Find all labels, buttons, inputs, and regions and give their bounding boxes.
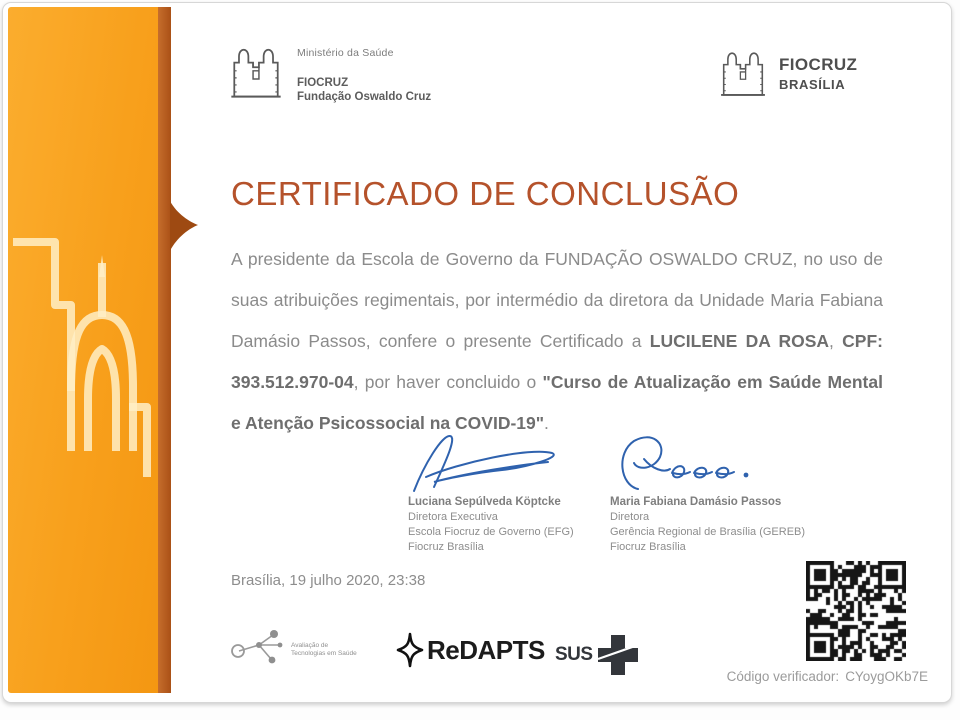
signer-role: Fiocruz Brasília: [610, 541, 686, 553]
course-name: "Curso de Atualização em Saúde Mental e Atenção Psicossocial na COVID-19": [231, 372, 883, 433]
signer-name: Maria Fabiana Damásio Passos: [610, 496, 782, 508]
signer-role: Diretora: [610, 511, 650, 523]
signer-role: Diretora Executiva: [408, 511, 498, 523]
signer-role: Escola Fiocruz de Governo (EFG): [408, 526, 574, 538]
signer-role: Fiocruz Brasília: [408, 541, 484, 553]
ministry-logo: [229, 45, 431, 104]
sidebar-graphic: [8, 7, 158, 693]
qr-code: [806, 561, 906, 661]
fiocruz-name: FIOCRUZ: [297, 77, 349, 89]
signature-block-left: [408, 427, 618, 555]
verifier-label: Código verificador:: [726, 669, 840, 684]
sus-logo: [555, 633, 640, 677]
ats-label: Avaliação de Tecnologias em Saúde: [291, 642, 357, 657]
fiocruz-brasilia-name: FIOCRUZ: [779, 54, 858, 74]
redapts-star-icon: [395, 631, 425, 669]
ministry-name: Ministério da Saúde: [297, 47, 394, 59]
redapts-label: ReDAPTS: [427, 634, 545, 665]
verifier-code: CYoygOKb7E: [845, 669, 928, 684]
body-intro: A presidente da Escola de Governo da FUNDAÇÃO OSWALDO CRUZ, no uso de suas atribuições regimentais, por intermédio da diretora da Unidade Maria Fabiana Damásio Passos, confere o presente Certificado a: [231, 249, 883, 351]
certificate-body: A presidente da Escola de Governo da FUNDAÇÃO OSWALDO CRUZ, no uso de suas atribuições regimentais, por intermédio da diretora da Unidade Maria Fabiana Damásio Passos, confere o presente Certificado a LUCILENE DA ROSA, CPF: 393.512.970-04, por haver concluido o "Curso de Atualização em Saúde Mental e Atenção Psicossocial na COVID-19".: [231, 249, 883, 433]
foundation-name: Fundação Oswaldo Cruz: [297, 91, 432, 103]
castle-silhouette-icon: [13, 147, 163, 477]
certificate-title: CERTIFICADO DE CONCLUSÃO: [231, 175, 740, 212]
sus-cross-icon: [596, 633, 640, 677]
cpf-value: CPF: 393.512.970-04: [231, 331, 883, 392]
signer-name: Luciana Sepúlveda Köptcke: [408, 496, 561, 508]
signature-block-right: [610, 431, 820, 555]
verifier-line: [727, 669, 928, 684]
ats-logo: [229, 629, 357, 671]
castle-icon: [229, 45, 283, 99]
fiocruz-brasilia-city: BRASÍLIA: [779, 76, 846, 92]
sidebar-dark-strip: [158, 7, 171, 693]
fiocruz-brasilia-logo: [719, 49, 857, 97]
castle-icon: [719, 49, 767, 97]
date-line: Brasília, 19 julho 2020, 23:38: [231, 572, 426, 589]
certificate-card: [2, 2, 952, 703]
signer-role: Gerência Regional de Brasília (GEREB): [610, 526, 806, 538]
sidebar-arrow-icon: [170, 201, 202, 251]
signature-image-right: [610, 431, 770, 495]
recipient-name: LUCILENE DA ROSA: [649, 331, 830, 351]
ats-network-icon: [229, 629, 287, 671]
signature-image-left: [408, 427, 568, 495]
redapts-logo: [395, 631, 545, 669]
sus-label: SUS: [555, 644, 593, 665]
